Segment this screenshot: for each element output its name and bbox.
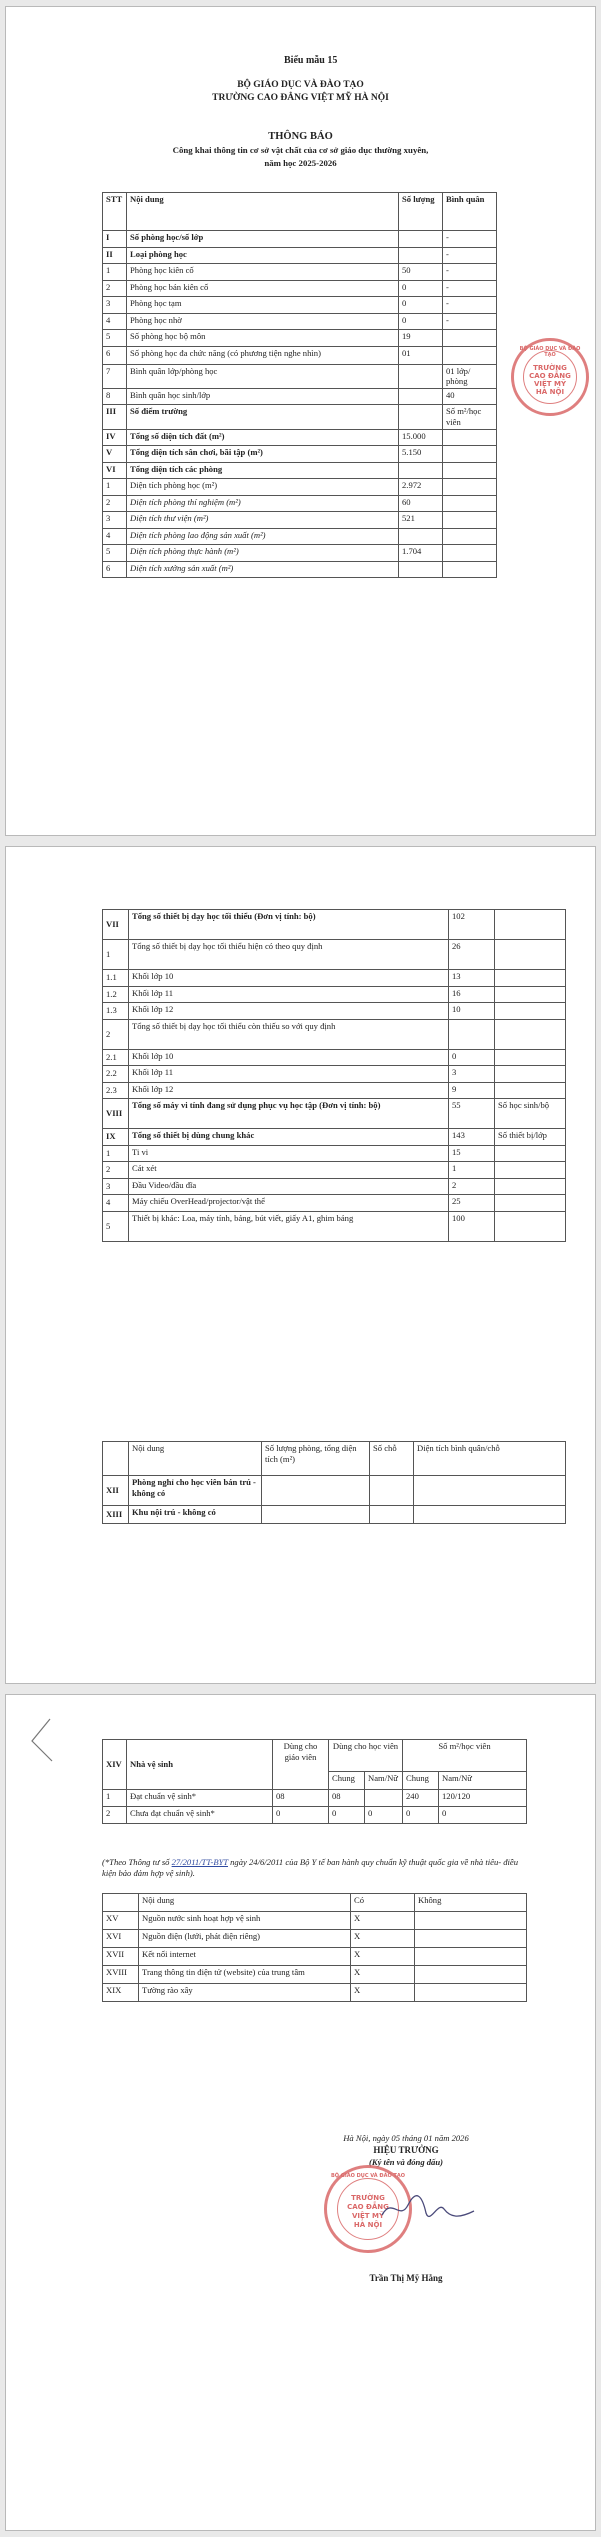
row-qty: 19 bbox=[399, 330, 443, 347]
row-stt: 1 bbox=[103, 940, 129, 970]
row-stt: I bbox=[103, 231, 127, 248]
table-row bbox=[103, 495, 497, 512]
table-row bbox=[103, 1049, 566, 1066]
regulation-link[interactable]: 27/2011/TT-BYT bbox=[171, 1857, 228, 1867]
dorm-header-blank bbox=[103, 1442, 129, 1476]
row-qty: 1.704 bbox=[399, 545, 443, 562]
row-qty bbox=[399, 561, 443, 578]
row-rooms bbox=[262, 1506, 370, 1524]
table-row bbox=[103, 297, 497, 314]
misc-header-blank bbox=[103, 1894, 139, 1912]
agency-name: BỘ GIÁO DỤC VÀ ĐÀO TẠO bbox=[237, 80, 364, 90]
wc-pc: 0 bbox=[403, 1807, 439, 1824]
table-row bbox=[103, 561, 497, 578]
dorm-header-content: Nội dung bbox=[129, 1442, 262, 1476]
row-content: Khối lớp 12 bbox=[129, 1082, 449, 1099]
wc-stt: 1 bbox=[103, 1790, 127, 1807]
row-content: Diện tích xưởng sản xuất (m²) bbox=[127, 561, 399, 578]
table-row bbox=[103, 364, 497, 388]
table-row bbox=[103, 429, 497, 446]
misc-no bbox=[415, 1912, 527, 1930]
row-qty bbox=[399, 231, 443, 248]
row-qty bbox=[399, 528, 443, 545]
row-content: Bình quân học sinh/lớp bbox=[127, 388, 399, 405]
row-stt: 1.1 bbox=[103, 970, 129, 987]
row-avg: Số học sinh/bộ bbox=[495, 1099, 566, 1129]
row-stt: 2 bbox=[103, 1162, 129, 1179]
header-content: Nội dung bbox=[127, 193, 399, 231]
wc-students-mf: Nam/Nữ bbox=[365, 1772, 403, 1790]
table-row bbox=[103, 264, 497, 281]
row-avg bbox=[495, 1049, 566, 1066]
row-content: Tổng diện tích sân chơi, bãi tập (m²) bbox=[127, 446, 399, 463]
row-qty bbox=[449, 1019, 495, 1049]
table-row bbox=[103, 1003, 566, 1020]
misc-no bbox=[415, 1930, 527, 1948]
row-qty: 26 bbox=[449, 940, 495, 970]
table-row bbox=[103, 1966, 527, 1984]
row-qty: 01 bbox=[399, 346, 443, 364]
table-row bbox=[103, 970, 566, 987]
row-avg: 01 lớp/ phòng bbox=[443, 364, 497, 388]
row-content: Khối lớp 12 bbox=[129, 1003, 449, 1020]
table-row bbox=[103, 910, 566, 940]
table-row bbox=[103, 1790, 527, 1807]
wc-content: Chưa đạt chuẩn vệ sinh* bbox=[127, 1807, 273, 1824]
table-row bbox=[103, 1082, 566, 1099]
wc-sc: 0 bbox=[329, 1807, 365, 1824]
misc-content: Kết nối internet bbox=[139, 1948, 351, 1966]
row-avg bbox=[443, 429, 497, 446]
misc-no bbox=[415, 1948, 527, 1966]
row-avg bbox=[443, 545, 497, 562]
page-3 bbox=[5, 1694, 596, 2531]
row-stt: XIII bbox=[103, 1506, 129, 1524]
row-avg bbox=[495, 1211, 566, 1241]
row-content: Khối lớp 10 bbox=[129, 1049, 449, 1066]
table-row bbox=[103, 1099, 566, 1129]
row-content: Phòng học kiên cố bbox=[127, 264, 399, 281]
row-content: Phòng học tạm bbox=[127, 297, 399, 314]
row-avg bbox=[443, 512, 497, 529]
row-stt: VI bbox=[103, 462, 127, 479]
row-avg bbox=[495, 1178, 566, 1195]
row-stt: 2.3 bbox=[103, 1082, 129, 1099]
row-qty bbox=[399, 247, 443, 264]
row-avg bbox=[495, 1145, 566, 1162]
row-stt: 4 bbox=[103, 313, 127, 330]
row-content: Tổng số thiết bị dạy học tối thiểu còn thiếu so với quy định bbox=[129, 1019, 449, 1049]
wc-teachers: Dùng cho giáo viên bbox=[273, 1740, 329, 1790]
row-content: Bình quân lớp/phòng học bbox=[127, 364, 399, 388]
row-stt: 2.1 bbox=[103, 1049, 129, 1066]
wc-smf: 0 bbox=[365, 1807, 403, 1824]
row-content: Tổng diện tích các phòng bbox=[127, 462, 399, 479]
table-row bbox=[103, 1211, 566, 1241]
row-stt: 4 bbox=[103, 1195, 129, 1212]
row-stt: II bbox=[103, 247, 127, 264]
table-row bbox=[103, 313, 497, 330]
row-qty: 10 bbox=[449, 1003, 495, 1020]
table-row bbox=[103, 247, 497, 264]
row-qty: 0 bbox=[399, 297, 443, 314]
row-content: Khu nội trú - không có bbox=[129, 1506, 262, 1524]
dorm-header-beds: Số chỗ bbox=[370, 1442, 414, 1476]
row-content: Thiết bị khác: Loa, máy tính, bảng, bút viết, giấy A1, ghim bảng bbox=[129, 1211, 449, 1241]
misc-no bbox=[415, 1966, 527, 1984]
row-stt: 3 bbox=[103, 512, 127, 529]
row-stt: 2 bbox=[103, 280, 127, 297]
table-row bbox=[103, 1178, 566, 1195]
misc-stt: XVIII bbox=[103, 1966, 139, 1984]
row-qty: 50 bbox=[399, 264, 443, 281]
row-content: Tổng số thiết bị dạy học tối thiểu hiện có theo quy định bbox=[129, 940, 449, 970]
misc-yes: X bbox=[351, 1912, 415, 1930]
row-stt: 1 bbox=[103, 479, 127, 496]
misc-no bbox=[415, 1984, 527, 2002]
table-row bbox=[103, 1145, 566, 1162]
school-name: TRƯỜNG CAO ĐẲNG VIỆT MỸ HÀ NỘI bbox=[212, 93, 389, 103]
row-qty bbox=[399, 364, 443, 388]
row-stt: 1 bbox=[103, 264, 127, 281]
table-row bbox=[103, 1807, 527, 1824]
table-row bbox=[103, 231, 497, 248]
facilities-table bbox=[102, 192, 497, 578]
table-row bbox=[103, 1476, 566, 1506]
row-area bbox=[414, 1506, 566, 1524]
row-stt: 6 bbox=[103, 561, 127, 578]
row-avg bbox=[495, 1082, 566, 1099]
table-row bbox=[103, 1984, 527, 2002]
row-avg: - bbox=[443, 247, 497, 264]
row-avg bbox=[495, 970, 566, 987]
page-2 bbox=[5, 846, 596, 1684]
regulation-note: (*Theo Thông tư số 27/2011/TT-BYT ngày 24/6/2011 của Bộ Y tế ban hành quy chuẩn kỹ thuật quốc gia về nhà tiêu- điều kiện bảo đảm hợp vệ sinh). bbox=[102, 1857, 519, 1879]
row-avg bbox=[495, 1019, 566, 1049]
row-qty: 3 bbox=[449, 1066, 495, 1083]
signer-name: Trần Thị Mỹ Hằng bbox=[369, 2273, 443, 2283]
wc-stt: XIV bbox=[103, 1740, 127, 1790]
table-row bbox=[103, 512, 497, 529]
page-1 bbox=[5, 6, 596, 836]
row-content: Phòng học bán kiên cố bbox=[127, 280, 399, 297]
row-avg: - bbox=[443, 313, 497, 330]
row-avg bbox=[443, 495, 497, 512]
row-content: Ti vi bbox=[129, 1145, 449, 1162]
signer-title: HIỆU TRƯỞNG bbox=[373, 2145, 439, 2155]
row-qty: 16 bbox=[449, 986, 495, 1003]
row-qty: 2.972 bbox=[399, 479, 443, 496]
row-qty: 1 bbox=[449, 1162, 495, 1179]
row-content: Phòng nghỉ cho học viên bán trú - không có bbox=[129, 1476, 262, 1506]
row-content: Số phòng học/số lớp bbox=[127, 231, 399, 248]
misc-stt: XVII bbox=[103, 1948, 139, 1966]
row-stt: 5 bbox=[103, 545, 127, 562]
row-content: Khối lớp 11 bbox=[129, 1066, 449, 1083]
dorm-header-rooms: Số lượng phòng, tổng diện tích (m²) bbox=[262, 1442, 370, 1476]
table-row bbox=[103, 330, 497, 347]
misc-content: Nguồn nước sinh hoạt hợp vệ sinh bbox=[139, 1912, 351, 1930]
equipment-table bbox=[102, 909, 566, 1242]
row-stt: 2.2 bbox=[103, 1066, 129, 1083]
row-content: Diện tích phòng thí nghiệm (m²) bbox=[127, 495, 399, 512]
row-content: Số điểm trường bbox=[127, 405, 399, 429]
header-avg: Bình quân bbox=[443, 193, 497, 231]
wc-content: Đạt chuẩn vệ sinh* bbox=[127, 1790, 273, 1807]
row-avg: - bbox=[443, 297, 497, 314]
row-avg bbox=[495, 940, 566, 970]
toilet-table bbox=[102, 1739, 527, 1824]
document-year: năm học 2025-2026 bbox=[264, 158, 337, 168]
misc-stt: XVI bbox=[103, 1930, 139, 1948]
row-avg bbox=[495, 986, 566, 1003]
wc-pmf: 120/120 bbox=[439, 1790, 527, 1807]
row-content: Số phòng học bộ môn bbox=[127, 330, 399, 347]
row-qty: 60 bbox=[399, 495, 443, 512]
official-seal: BỘ GIÁO DỤC VÀ ĐÀO TẠO TRƯỜNG CAO ĐẲNG VIỆT MỸ HÀ NỘI bbox=[511, 338, 589, 416]
row-avg bbox=[443, 528, 497, 545]
wc-per: Số m²/học viên bbox=[403, 1740, 527, 1772]
row-qty: 25 bbox=[449, 1195, 495, 1212]
row-content: Tổng số thiết bị dùng chung khác bbox=[129, 1129, 449, 1146]
row-avg bbox=[443, 446, 497, 463]
row-qty: 100 bbox=[449, 1211, 495, 1241]
row-avg bbox=[495, 1195, 566, 1212]
corner-mark bbox=[24, 1715, 70, 1765]
row-avg: - bbox=[443, 280, 497, 297]
misc-yes: X bbox=[351, 1966, 415, 1984]
table-row bbox=[103, 405, 497, 429]
row-content: Máy chiếu OverHead/projector/vật thể bbox=[129, 1195, 449, 1212]
row-content: Tổng số diện tích đất (m²) bbox=[127, 429, 399, 446]
table-row bbox=[103, 1129, 566, 1146]
misc-header-no: Không bbox=[415, 1894, 527, 1912]
row-stt: XII bbox=[103, 1476, 129, 1506]
row-qty: 13 bbox=[449, 970, 495, 987]
row-avg bbox=[495, 1003, 566, 1020]
row-content: Đầu Video/đầu đĩa bbox=[129, 1178, 449, 1195]
row-qty: 5.150 bbox=[399, 446, 443, 463]
wc-pmf: 0 bbox=[439, 1807, 527, 1824]
row-stt: 2 bbox=[103, 1019, 129, 1049]
misc-header-yes: Có bbox=[351, 1894, 415, 1912]
wc-t: 0 bbox=[273, 1807, 329, 1824]
row-avg: - bbox=[443, 264, 497, 281]
row-stt: 5 bbox=[103, 330, 127, 347]
row-avg: - bbox=[443, 231, 497, 248]
table-row bbox=[103, 528, 497, 545]
table-row bbox=[103, 388, 497, 405]
row-qty: 521 bbox=[399, 512, 443, 529]
row-beds bbox=[370, 1506, 414, 1524]
row-stt: 2 bbox=[103, 495, 127, 512]
row-stt: V bbox=[103, 446, 127, 463]
misc-content: Nguồn điện (lưới, phát điện riêng) bbox=[139, 1930, 351, 1948]
row-qty: 2 bbox=[449, 1178, 495, 1195]
row-content: Diện tích phòng lao động sản xuất (m²) bbox=[127, 528, 399, 545]
row-content: Tổng số máy vi tính đang sử dụng phục vụ học tập (Đơn vị tính: bộ) bbox=[129, 1099, 449, 1129]
row-qty: 102 bbox=[449, 910, 495, 940]
row-content: Khối lớp 10 bbox=[129, 970, 449, 987]
row-content: Diện tích thư viện (m²) bbox=[127, 512, 399, 529]
misc-stt: XV bbox=[103, 1912, 139, 1930]
row-avg: Số thiết bị/lớp bbox=[495, 1129, 566, 1146]
row-content: Loại phòng học bbox=[127, 247, 399, 264]
row-stt: 6 bbox=[103, 346, 127, 364]
row-stt: 3 bbox=[103, 1178, 129, 1195]
row-stt: 1 bbox=[103, 1145, 129, 1162]
row-content: Cát xét bbox=[129, 1162, 449, 1179]
row-beds bbox=[370, 1476, 414, 1506]
row-avg bbox=[443, 561, 497, 578]
misc-yes: X bbox=[351, 1948, 415, 1966]
misc-content: Tường rào xây bbox=[139, 1984, 351, 2002]
wc-smf bbox=[365, 1790, 403, 1807]
header-stt: STT bbox=[103, 193, 127, 231]
row-stt: IV bbox=[103, 429, 127, 446]
row-content: Phòng học nhờ bbox=[127, 313, 399, 330]
wc-students-common: Chung bbox=[329, 1772, 365, 1790]
row-stt: VIII bbox=[103, 1099, 129, 1129]
table-row bbox=[103, 1930, 527, 1948]
row-area bbox=[414, 1476, 566, 1506]
table-row bbox=[103, 1066, 566, 1083]
row-content: Số phòng học đa chức năng (có phương tiện nghe nhìn) bbox=[127, 346, 399, 364]
row-content: Tổng số thiết bị dạy học tối thiểu (Đơn vị tính: bộ) bbox=[129, 910, 449, 940]
row-stt: III bbox=[103, 405, 127, 429]
row-stt: 7 bbox=[103, 364, 127, 388]
table-row bbox=[103, 1912, 527, 1930]
wc-pc: 240 bbox=[403, 1790, 439, 1807]
row-content: Khối lớp 11 bbox=[129, 986, 449, 1003]
row-qty: 15 bbox=[449, 1145, 495, 1162]
table-row bbox=[103, 940, 566, 970]
row-rooms bbox=[262, 1476, 370, 1506]
row-avg bbox=[443, 462, 497, 479]
row-qty: 0 bbox=[449, 1049, 495, 1066]
row-avg bbox=[443, 479, 497, 496]
wc-sc: 08 bbox=[329, 1790, 365, 1807]
row-stt: 3 bbox=[103, 297, 127, 314]
row-qty bbox=[399, 462, 443, 479]
row-avg bbox=[443, 346, 497, 364]
row-qty: 143 bbox=[449, 1129, 495, 1146]
row-avg: 40 bbox=[443, 388, 497, 405]
misc-yes: X bbox=[351, 1984, 415, 2002]
misc-content: Trang thông tin điện tử (website) của trung tâm bbox=[139, 1966, 351, 1984]
row-stt: 5 bbox=[103, 1211, 129, 1241]
table-row bbox=[103, 479, 497, 496]
handwritten-signature bbox=[378, 2191, 478, 2231]
document-subtitle: Công khai thông tin cơ sở vật chất của cơ sở giáo dục thường xuyên, bbox=[172, 145, 429, 155]
table-row bbox=[103, 986, 566, 1003]
row-avg bbox=[443, 330, 497, 347]
official-seal-signature: BỘ GIÁO DỤC VÀ ĐÀO TẠO TRƯỜNG CAO ĐẲNG VIỆT MỸ HÀ NỘI bbox=[324, 2165, 412, 2253]
wc-t: 08 bbox=[273, 1790, 329, 1807]
misc-header-content: Nội dung bbox=[139, 1894, 351, 1912]
table-row bbox=[103, 346, 497, 364]
row-content: Diện tích phòng học (m²) bbox=[127, 479, 399, 496]
row-qty bbox=[399, 388, 443, 405]
row-stt: 1.2 bbox=[103, 986, 129, 1003]
form-label: Biểu mẫu 15 bbox=[284, 55, 338, 66]
table-row bbox=[103, 1195, 566, 1212]
row-qty bbox=[399, 405, 443, 429]
wc-per-mf: Nam/Nữ bbox=[439, 1772, 527, 1790]
row-qty: 0 bbox=[399, 313, 443, 330]
row-stt: 1.3 bbox=[103, 1003, 129, 1020]
dormitory-table bbox=[102, 1441, 566, 1524]
dorm-header-area: Diện tích bình quân/chỗ bbox=[414, 1442, 566, 1476]
row-avg: Số m²/học viên bbox=[443, 405, 497, 429]
table-row bbox=[103, 545, 497, 562]
table-row bbox=[103, 1506, 566, 1524]
row-qty: 0 bbox=[399, 280, 443, 297]
wc-students: Dùng cho học viên bbox=[329, 1740, 403, 1772]
table-row bbox=[103, 280, 497, 297]
table-row bbox=[103, 446, 497, 463]
row-avg bbox=[495, 910, 566, 940]
row-avg bbox=[495, 1162, 566, 1179]
wc-content: Nhà vệ sinh bbox=[127, 1740, 273, 1790]
row-stt: 8 bbox=[103, 388, 127, 405]
row-stt: VII bbox=[103, 910, 129, 940]
row-qty: 9 bbox=[449, 1082, 495, 1099]
utilities-table bbox=[102, 1893, 527, 2002]
row-qty: 15.000 bbox=[399, 429, 443, 446]
document-title: THÔNG BÁO bbox=[268, 131, 333, 142]
table-row bbox=[103, 1019, 566, 1049]
signer-note: (Ký tên và đóng dấu) bbox=[369, 2157, 443, 2167]
row-stt: IX bbox=[103, 1129, 129, 1146]
header-qty: Số lượng bbox=[399, 193, 443, 231]
wc-per-common: Chung bbox=[403, 1772, 439, 1790]
table-row bbox=[103, 1162, 566, 1179]
table-row bbox=[103, 462, 497, 479]
misc-stt: XIX bbox=[103, 1984, 139, 2002]
row-qty: 55 bbox=[449, 1099, 495, 1129]
row-stt: 4 bbox=[103, 528, 127, 545]
row-content: Diện tích phòng thực hành (m²) bbox=[127, 545, 399, 562]
table-row bbox=[103, 1948, 527, 1966]
row-avg bbox=[495, 1066, 566, 1083]
misc-yes: X bbox=[351, 1930, 415, 1948]
wc-stt: 2 bbox=[103, 1807, 127, 1824]
date-line: Hà Nội, ngày 05 tháng 01 năm 2026 bbox=[343, 2133, 469, 2143]
